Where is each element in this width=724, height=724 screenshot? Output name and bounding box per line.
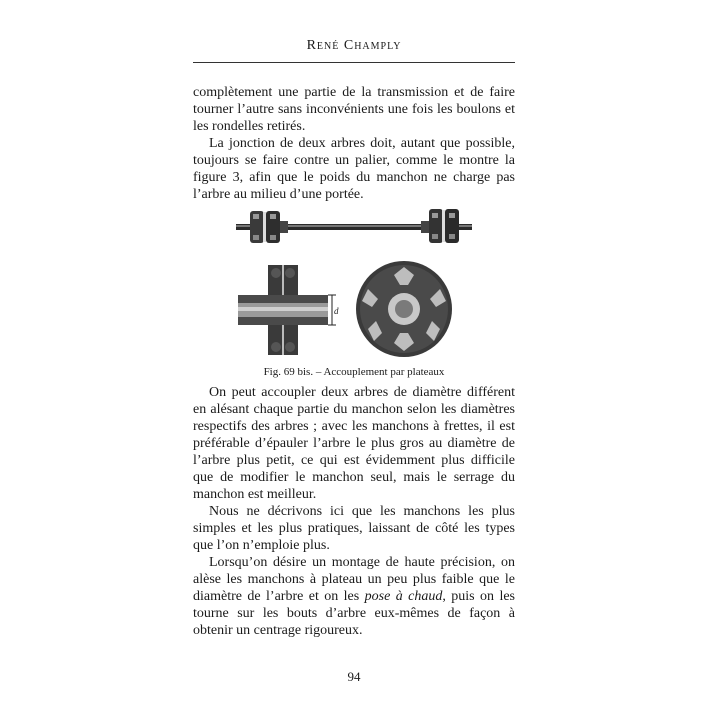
paragraph-1: complètement une partie de la transmission et de faire tourner l’autre sans inconvénients une fois les boulons et les rondelles retirés. — [193, 85, 515, 134]
text-block-top — [193, 84, 515, 203]
coupling-section-illustration — [238, 265, 339, 355]
running-head: René Champly — [306, 38, 402, 53]
coupling-figure — [228, 203, 480, 363]
paragraph-5-emphasis: pose à chaud — [364, 589, 443, 604]
paragraph-3: On peut accoupler deux arbres de diamètre différent en alésant chaque partie du manchon selon les diamètres respectifs des arbres ; avec les manchons à frettes, il est préférable d’épauler l’arbre le plus gros au diamètre de l’arbre plus petit, ce qui est évidemment plus difficile que de modifier le manchon seul, mais le serrage du manchon est meilleur. — [193, 385, 515, 502]
dimension-label: d — [334, 306, 339, 316]
figure-caption: Fig. 69 bis. – Accouplement par plateaux — [263, 366, 445, 378]
coupling-face-illustration — [356, 261, 452, 357]
paragraph-5 — [193, 554, 515, 639]
paragraph-5-end: , puis on les tourne sur les bouts d’arbre eux-mêmes de façon à obtenir un centrage rigoureux. — [193, 589, 515, 638]
text-block-bottom — [193, 384, 515, 639]
page-number: 94 — [347, 669, 361, 684]
paragraph-5-start: Lorsqu’on désire un montage de haute précision, on alèse les manchons à plateau un peu plus faible que le diamètre de l’arbre et on les — [193, 555, 515, 604]
paragraph-4: Nous ne décrivons ici que les manchons les plus simples et les plus pratiques, laissant de côté les types que l’on n’emploie plus. — [193, 504, 515, 553]
paragraph-2: La jonction de deux arbres doit, autant que possible, toujours se faire contre un palier, comme le montre la figure 3, afin que le poids du manchon ne charge pas l’arbre au milieu d’une portée. — [193, 136, 515, 202]
shaft-assembly-illustration — [236, 209, 472, 243]
header-rule — [193, 62, 515, 63]
